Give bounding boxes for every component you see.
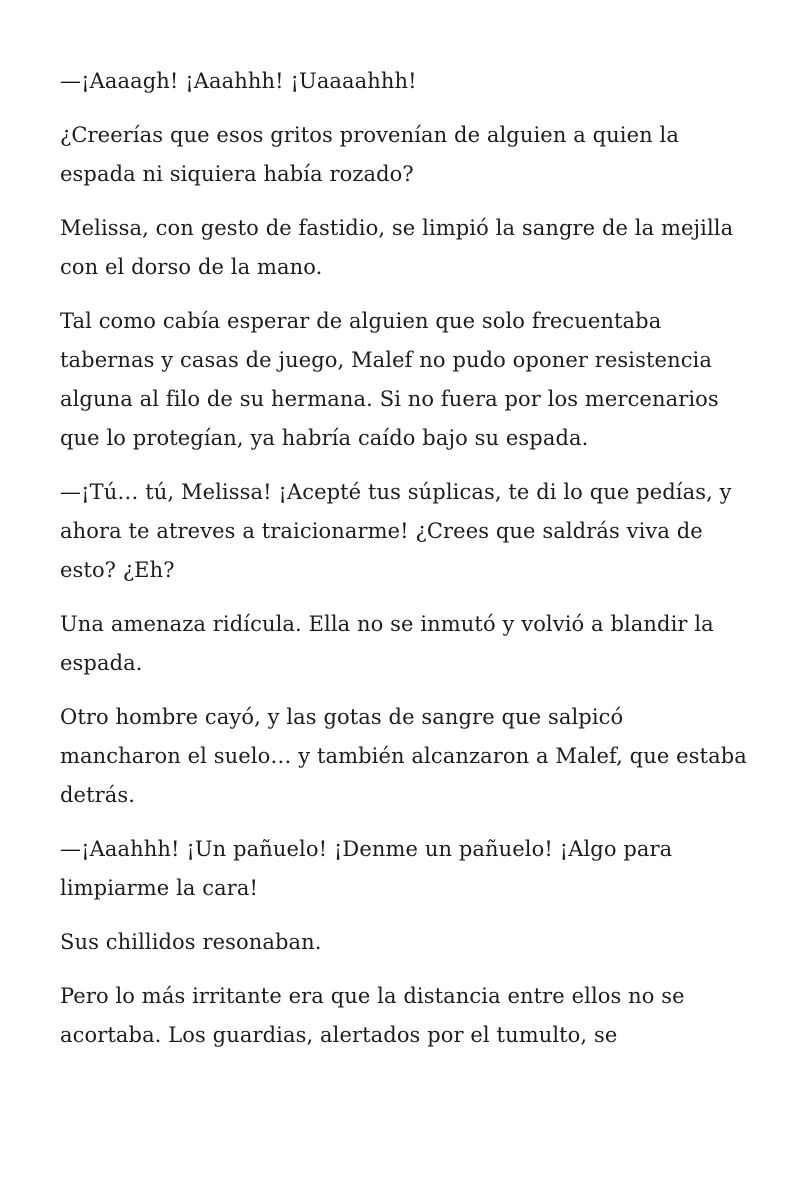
paragraph: —¡Aaaagh! ¡Aaahhh! ¡Uaaaahhh! [60, 69, 417, 93]
paragraph: Pero lo más irritante era que la distancia entre ellos no se acortaba. Los guardias, alertados por el tumulto, se [60, 984, 685, 1047]
document-page [60, 62, 750, 1070]
paragraph: Tal como cabía esperar de alguien que solo frecuentaba tabernas y casas de juego, Malef no pudo oponer resistencia alguna al filo de su hermana. Si no fuera por los mercenarios que lo protegían, ya habría caído bajo su espada. [60, 309, 719, 450]
paragraph: —¡Tú… tú, Melissa! ¡Acepté tus súplicas, te di lo que pedías, y ahora te atreves a traicionarme! ¿Crees que saldrás viva de esto? ¿Eh? [60, 480, 732, 582]
paragraph: Otro hombre cayó, y las gotas de sangre que salpicó mancharon el suelo… y también alcanzaron a Malef, que estaba detrás. [60, 705, 747, 807]
paragraph: Sus chillidos resonaban. [60, 930, 322, 954]
paragraph: Melissa, con gesto de fastidio, se limpió la sangre de la mejilla con el dorso de la mano. [60, 216, 734, 279]
paragraph: —¡Aaahhh! ¡Un pañuelo! ¡Denme un pañuelo! ¡Algo para limpiarme la cara! [60, 837, 673, 900]
paragraph: ¿Creerías que esos gritos provenían de alguien a quien la espada ni siquiera había rozado? [60, 123, 679, 186]
paragraph: Una amenaza ridícula. Ella no se inmutó y volvió a blandir la espada. [60, 612, 714, 675]
